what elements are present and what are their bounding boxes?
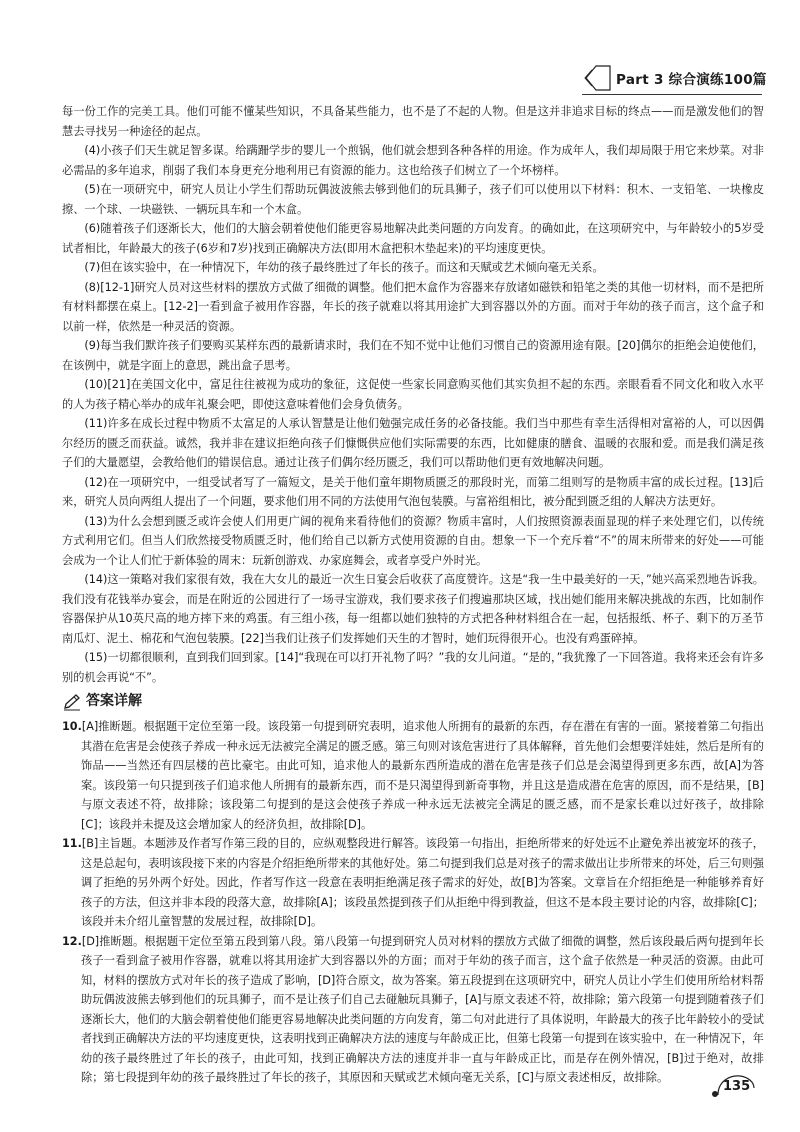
paragraph: (10)[21]在美国文化中，富足往往被视为成功的象征，这促使一些家长同意购买他们其实负担不起的东西。亲眼看看不同文化和收入水平的人为孩子精心举办的成年礼聚会吧，即使这意味着他们会身负债务。 xyxy=(62,378,764,411)
answers-heading xyxy=(62,691,764,715)
paragraph: (15)一切都很顺利，直到我们回到家。[14]“我现在可以打开礼物了吗？”我的女儿问道。“是的，”我犹豫了一下回答道。我将来还会有许多别的机会再说“不”。 xyxy=(62,651,764,684)
paragraph: (14)这一策略对我们家很有效，我在大女儿的最近一次生日宴会后收获了高度赞许。这是“我一生中最美好的一天，”她兴高采烈地告诉我。我们没有花钱举办宴会，而是在附近的公园进行了一场寻宝游戏，我们要求孩子们搜遍那块区域，找出她们能用来解决挑战的东西，比如制作容器保护从10英尺高的地方摔下来的鸡蛋。有三组小孩，每一组都以她们独特的方式把各种材料组合在一起，包括报纸、杯子、剩下的万圣节南瓜灯、泥土、棉花和气泡包装膜。[22]当我们让孩子们发挥她们天生的才智时，她们玩得很开心。也没有鸡蛋碎掉。 xyxy=(62,573,764,645)
paragraph: (4)小孩子们天生就足智多谋。给蹒跚学步的婴儿一个煎锅，他们就会想到各种各样的用途。作为成年人，我们却局限于用它来炒菜。对非必需品的多年追求，削弱了我们本身更充分地利用已有资源的能力。这也给孩子们树立了一个坏榜样。 xyxy=(62,144,764,177)
paragraph: (12)在一项研究中，一组受试者写了一篇短文，是关于他们童年期物质匮乏的那段时光，而第二组则写的是物质丰富的成长过程。[13]后来，研究人员向两组人提出了一个问题，要求他们用不同的方法使用气泡包装膜。与富裕组相比，被分配到匮乏组的人解决方法更好。 xyxy=(62,475,764,508)
part-header xyxy=(582,64,767,92)
question-number: 12. xyxy=(62,934,82,948)
pencil-icon xyxy=(62,693,82,711)
paragraph: (8)[12-1]研究人员对这些材料的摆放方式做了细微的调整。他们把木盒作为容器来存放诸如磁铁和铅笔之类的其他一切材料，而不是把所有材料都摆在桌上。[12-2]一看到盒子被用作容器，年长的孩子就难以将其用途扩大到容器以外的方面。而对于年幼的孩子而言，这个盒子和以前一样，依然是一种灵活的资源。 xyxy=(62,280,764,333)
question-number: 11. xyxy=(62,837,82,850)
answer-text: [D]推断题。根据题干定位至第五段到第八段。第八段第一句提到研究人员对材料的摆放方式做了细微的调整，然后该段最后两句提到年长孩子一看到盒子被用作容器，就难以将其用途扩大到容器以外的方面；而对于年幼的孩子而言，这个盒子依然是一种灵活的资源。由此可知，材料的摆放方式对年长的孩子造成了影响，[D]符合原文，故为答案。第五段提到在这项研究中，研究人员让小学生们使用所给材料帮助玩偶波波熊去够到他们的玩具狮子，而不是让孩子们自己去碰触玩具狮子，[A]与原文表述不符，故排除；第六段第一句提到随着孩子们逐渐长大，他们的大脑会朝着使他们能更容易地解决此类问题的方向发育，第二句对此进行了具体说明，年龄最大的孩子比年龄较小的受试者找到正确解决方法的平均速度更快，这表明找到正确解决方法的速度与年龄成正比，但第七段第一句提到在该实验中，在一种情况下，年幼的孩子最终胜过了年长的孩子，由此可知，找到正确解决方法的速度并非一直与年龄成正比，而是存在例外情况，[B]过于绝对，故排除；第七段提到年幼的孩子最终胜过了年长的孩子，其原因和天赋或艺术倾向毫无关系，[C]与原文表述相反，故排除。 xyxy=(81,934,764,1084)
header-rule xyxy=(582,94,762,95)
paragraph: (9)每当我们默许孩子们要购买某样东西的最新请求时，我们在不知不觉中让他们习惯自己的资源用途有限。[20]偶尔的拒绝会迫使他们，在该例中，就是字面上的意思，跳出盒子思考。 xyxy=(62,339,764,372)
answer-text: [A]推断题。根据题干定位至第一段。该段第一句提到研究表明，追求他人所拥有的最新的东西，存在潜在有害的一面。紧接着第二句指出其潜在危害是会使孩子养成一种永远无法被完全满足的匮乏感。第三句则对该危害进行了具体解释，首先他们会想要洋娃娃，然后是所有的饰品——当然还有四层楼的芭比豪宅。由此可知，追求他人的最新东西所造成的潜在危害是孩子们总是会渴望得到更多东西，故[A]为答案。该段第一句只提到孩子们追求他人所拥有的最新东西，而不是只渴望得到新奇事物，并且这是造成潜在危害的原因，而不是结果，[B]与原文表述不符，故排除；该段第二句提到的是这会使孩子养成一种永远无法被完全满足的匮乏感，而不是家长难以过好孩子，故排除[C]；该段并未提及这会增加家人的经济负担，故排除[D]。 xyxy=(81,720,764,831)
answer-text: [B]主旨题。本题涉及作者写作第三段的目的，应纵观整段进行解答。该段第一句指出，拒绝所带来的好处远不止避免养出被宠坏的孩子，这是总起句，表明该段接下来的内容是介绍拒绝所带来的其他好处。第二句提到我们总是对孩子的需求做出让步所带来的坏处，后三句则强调了拒绝的另外两个好处。因此，作者写作这一段意在表明拒绝满足孩子需求的好处，故[B]为答案。文章旨在介绍拒绝是一种能够养育好孩子的方法，但这并非本段的段落大意，故排除[A]；该段虽然提到孩子们从拒绝中得到教益，但这不是本段主要讨论的内容，故排除[C]；该段并未介绍儿童智慧的发展过程，故排除[D]。 xyxy=(81,837,764,928)
answer-list xyxy=(62,717,764,1088)
paragraph: (11)许多在成长过程中物质不太富足的人承认智慧是让他们勉强完成任务的必备技能。我们当中那些有幸生活得相对富裕的人，可以因偶尔经历的匮乏而获益。诚然，我并非在建议拒绝向孩子们慷慨供应他们实际需要的东西，比如健康的膳食、温暖的衣服和爱。而是我们满足孩子们的大量愿望，会教给他们的错误信息。通过让孩子们偶尔经历匮乏，我们可以帮助他们更有效地解决问题。 xyxy=(62,417,764,469)
paragraph: 每一份工作的完美工具。他们可能不懂某些知识，不具备某些能力，也不是了不起的人物。但是这并非追求目标的终点——而是激发他们的智慧去寻找另一种途径的起点。 xyxy=(62,105,764,138)
part-title: Part 3 综合演练100篇 xyxy=(616,72,767,88)
paragraph: (5)在一项研究中，研究人员让小学生们帮助玩偶波波熊去够到他们的玩具狮子，孩子们可以使用以下材料：积木、一支铅笔、一块橡皮擦、一个球、一块磁铁、一辆玩具车和一个木盒。 xyxy=(62,183,764,216)
answer-item xyxy=(62,932,764,1088)
question-number: 10. xyxy=(62,720,82,733)
paragraph: (7)但在该实验中，在一种情况下，年幼的孩子最终胜过了年长的孩子。而这和天赋或艺术倾向毫无关系。 xyxy=(84,261,604,274)
page-number-text: 135 xyxy=(723,1079,751,1094)
answer-item xyxy=(62,834,764,932)
paragraph: (13)为什么会想到匮乏或许会使人们用更广阔的视角来看待他们的资源？物质丰富时，人们按照资源表面显现的样子来处理它们，以传统方式利用它们。但当人们欣然接受物质匮乏时，他们给自己以新方式使用资源的自由。想象一下一个充斥着“不”的周末所带来的好处——可能会成为一个让人们忙于新体验的周末：玩新创游戏、办家庭舞会，或者享受户外时光。 xyxy=(62,514,764,567)
page-number xyxy=(712,1073,756,1103)
passage xyxy=(62,102,764,687)
page-content xyxy=(62,102,764,1088)
answer-item xyxy=(62,717,764,834)
paragraph: (6)随着孩子们逐渐长大，他们的大脑会朝着使他们能更容易地解决此类问题的方向发育。的确如此，在这项研究中，与年龄较小的5岁受试者相比，年龄最大的孩子(6岁和7岁)找到正确解决方法(即用木盒把积木垫起来)的平均速度更快。 xyxy=(62,222,764,255)
answers-title: 答案详解 xyxy=(86,693,142,709)
chevron-outline-icon xyxy=(582,64,612,92)
